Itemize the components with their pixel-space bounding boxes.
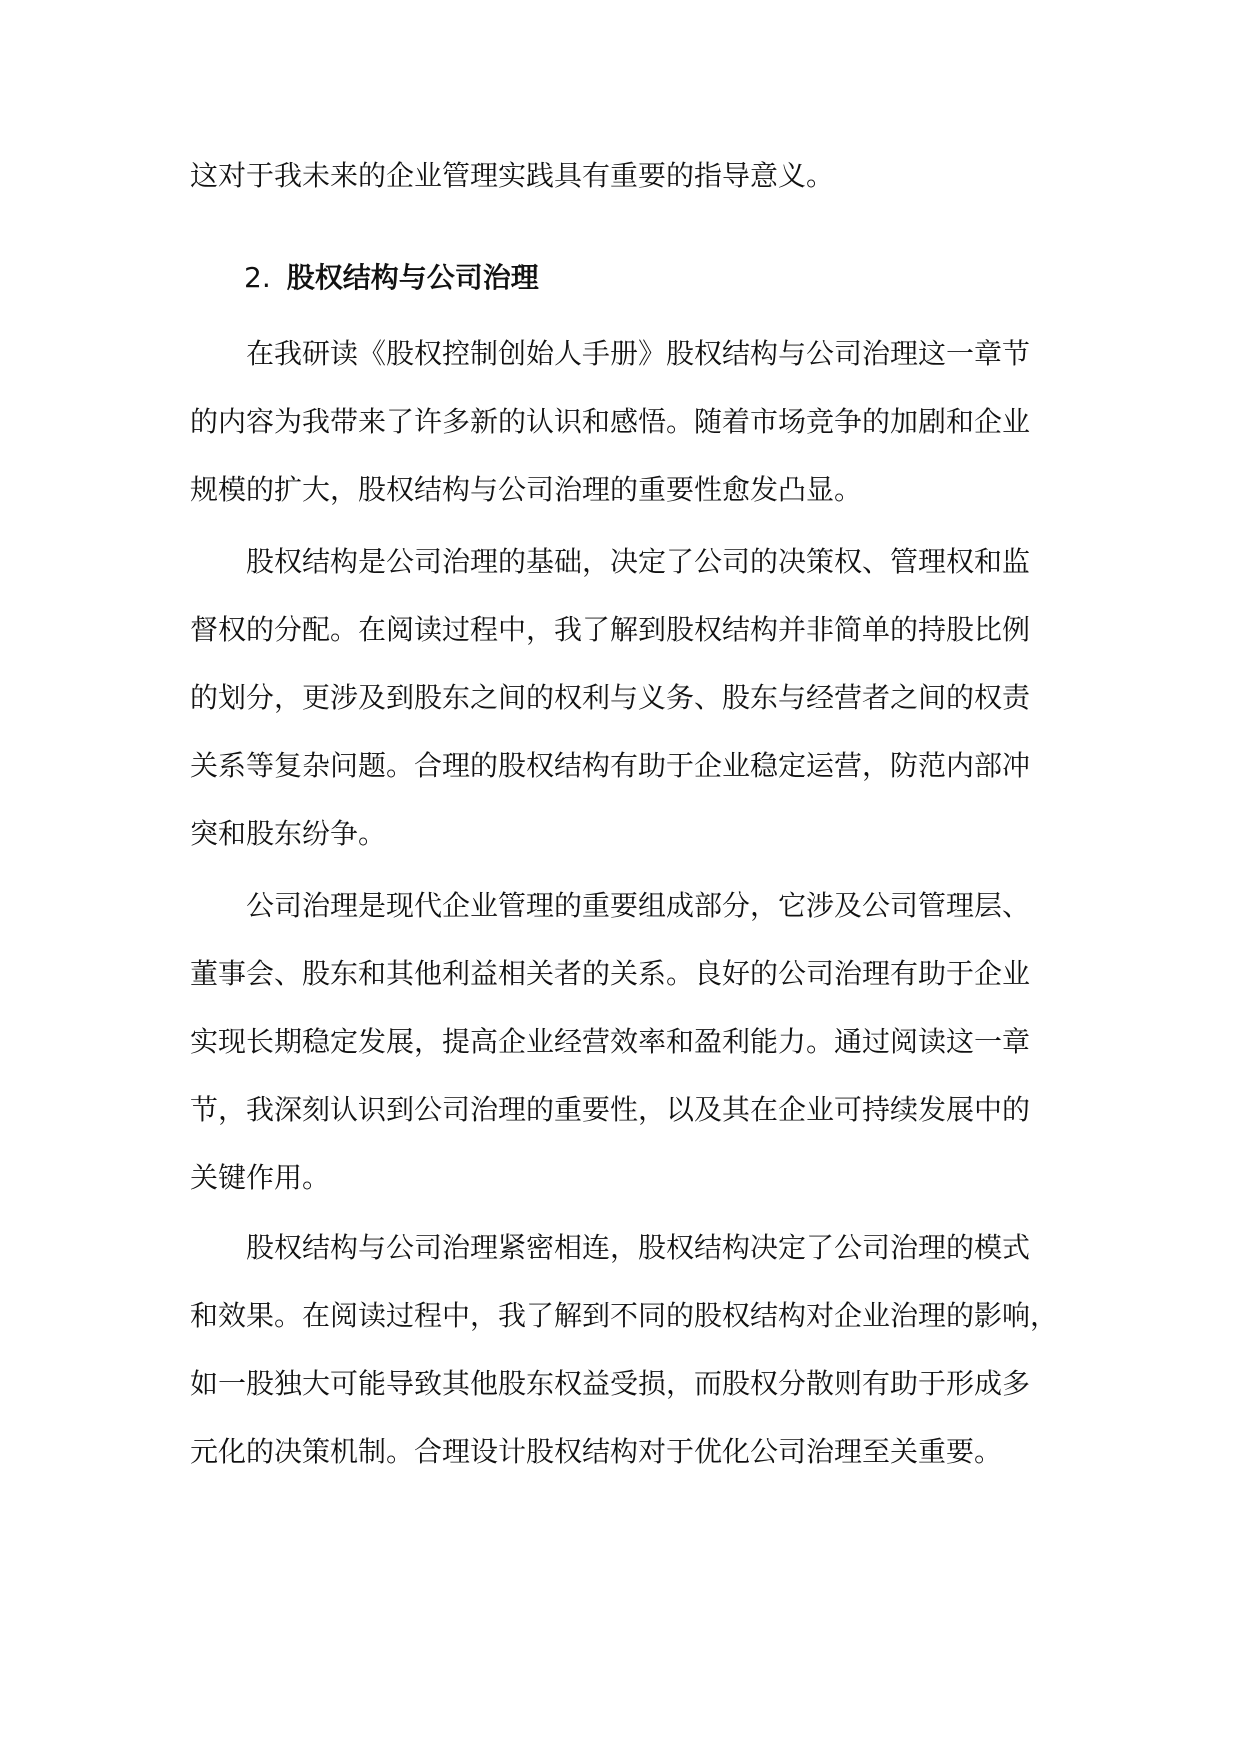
paragraph-line: 公司治理是现代企业管理的重要组成部分，它涉及公司管理层、	[246, 889, 1031, 922]
section-heading	[244, 258, 539, 298]
paragraph-line: 股权结构是公司治理的基础，决定了公司的决策权、管理权和监	[246, 545, 1031, 578]
paragraph-line: 突和股东纷争。	[190, 817, 387, 850]
paragraph-line: 的内容为我带来了许多新的认识和感悟。随着市场竞争的加剧和企业	[190, 405, 1031, 438]
paragraph-line: 和效果。在阅读过程中，我了解到不同的股权结构对企业治理的影响，	[190, 1299, 1059, 1332]
paragraph-line: 节，我深刻认识到公司治理的重要性，以及其在企业可持续发展中的	[190, 1093, 1031, 1126]
paragraph-line: 督权的分配。在阅读过程中，我了解到股权结构并非简单的持股比例	[190, 613, 1031, 646]
paragraph-line: 在我研读《股权控制创始人手册》股权结构与公司治理这一章节	[246, 337, 1031, 370]
paragraph-line: 关系等复杂问题。合理的股权结构有助于企业稳定运营，防范内部冲	[190, 749, 1031, 782]
section-title: 股权结构与公司治理	[286, 261, 539, 294]
paragraph-line: 股权结构与公司治理紧密相连，股权结构决定了公司治理的模式	[246, 1231, 1031, 1264]
section-number: 2.	[244, 261, 271, 294]
carryover-line: 这对于我未来的企业管理实践具有重要的指导意义。	[190, 159, 835, 192]
paragraph-line: 规模的扩大，股权结构与公司治理的重要性愈发凸显。	[190, 473, 863, 506]
paragraph-line: 实现长期稳定发展，提高企业经营效率和盈利能力。通过阅读这一章	[190, 1025, 1031, 1058]
paragraph-line: 董事会、股东和其他利益相关者的关系。良好的公司治理有助于企业	[190, 957, 1031, 990]
paragraph-line: 的划分，更涉及到股东之间的权利与义务、股东与经营者之间的权责	[190, 681, 1031, 714]
paragraph-line: 如一股独大可能导致其他股东权益受损，而股权分散则有助于形成多	[190, 1367, 1031, 1400]
paragraph-line: 元化的决策机制。合理设计股权结构对于优化公司治理至关重要。	[190, 1435, 1003, 1468]
paragraph-line: 关键作用。	[190, 1161, 331, 1194]
